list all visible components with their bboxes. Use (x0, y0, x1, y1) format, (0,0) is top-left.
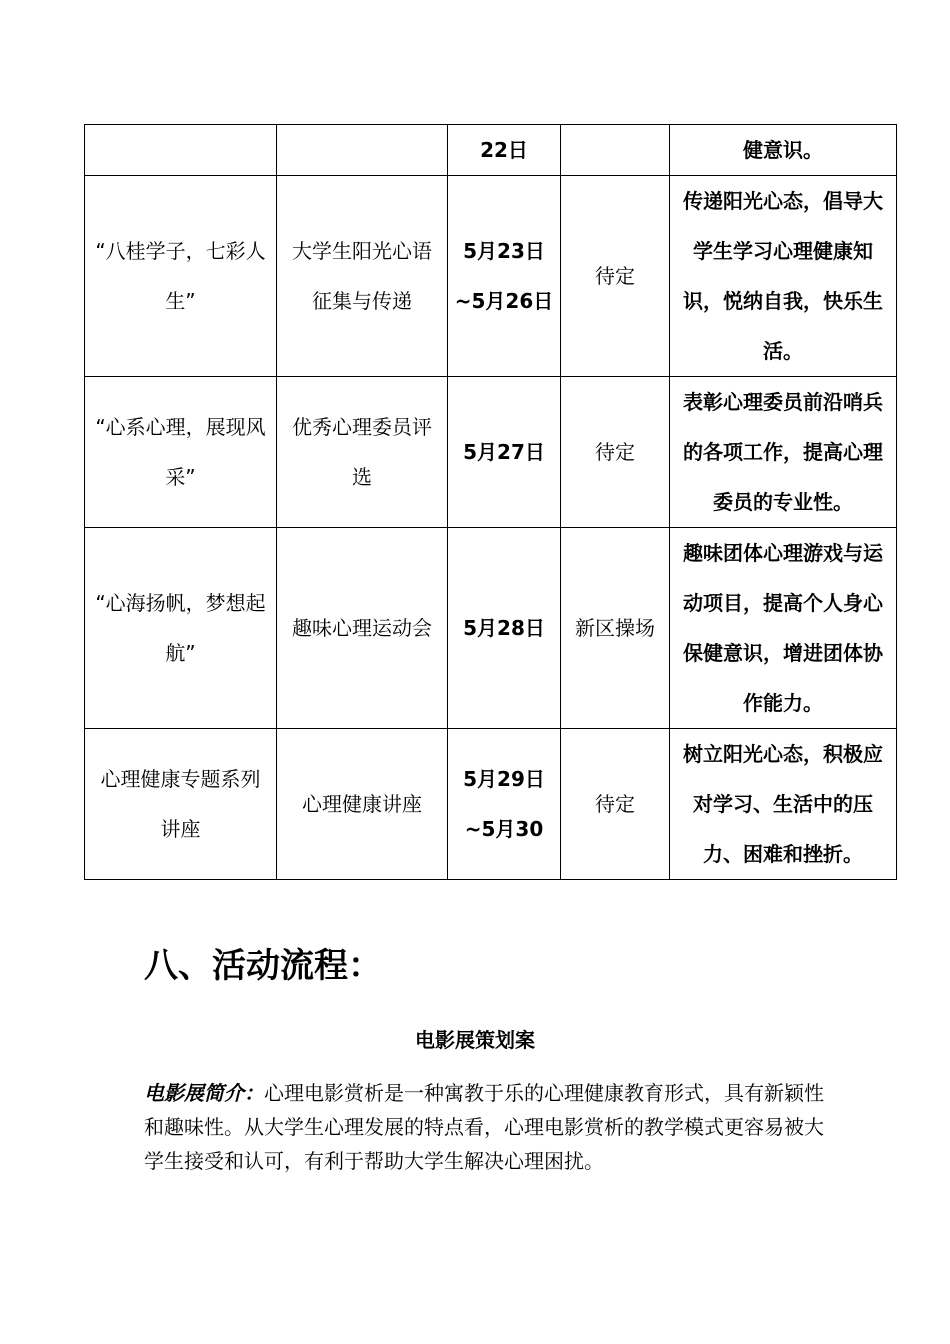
location-cell: 待定 (561, 176, 670, 377)
activity-schedule-table (84, 124, 897, 880)
activity-content-cell: 心理健康讲座 (277, 729, 448, 880)
purpose-cell: 趣味团体心理游戏与运动项目，提高个人身心保健意识，增进团体协作能力。 (670, 528, 897, 729)
table-row (85, 729, 897, 880)
activity-content-cell: 趣味心理运动会 (277, 528, 448, 729)
intro-text: 心理电影赏析是一种寓教于乐的心理健康教育形式，具有新颖性和趣味性。从大学生心理发展的特点看，心理电影赏析的教学模式更容易被大学生接受和认可，有利于帮助大学生解决心理困扰。 (144, 1081, 824, 1173)
purpose-cell: 表彰心理委员前沿哨兵的各项工作，提高心理委员的专业性。 (670, 377, 897, 528)
date-cell: 5月27日 (448, 377, 561, 528)
activity-name-cell: “八桂学子，七彩人生” (85, 176, 277, 377)
activity-content-cell: 优秀心理委员评选 (277, 377, 448, 528)
plan-subtitle: 电影展策划案 (415, 1028, 535, 1052)
location-cell: 新区操场 (561, 528, 670, 729)
activity-name-cell: “心系心理，展现风采” (85, 377, 277, 528)
intro-paragraph (144, 1076, 824, 1178)
activity-name-cell: “心海扬帆，梦想起航” (85, 528, 277, 729)
date-cell: 5月29日~5月30 (448, 729, 561, 880)
intro-label: 电影展简介： (144, 1081, 264, 1105)
purpose-cell: 健意识。 (670, 125, 897, 176)
location-cell (561, 125, 670, 176)
date-cell: 22日 (448, 125, 561, 176)
activity-name-cell (85, 125, 277, 176)
date-cell: 5月23日~5月26日 (448, 176, 561, 377)
purpose-cell: 传递阳光心态，倡导大学生学习心理健康知识，悦纳自我，快乐生活。 (670, 176, 897, 377)
activity-content-cell: 大学生阳光心语征集与传递 (277, 176, 448, 377)
table-row (85, 377, 897, 528)
purpose-cell: 树立阳光心态，积极应对学习、生活中的压力、困难和挫折。 (670, 729, 897, 880)
activity-name-cell: 心理健康专题系列讲座 (85, 729, 277, 880)
location-cell: 待定 (561, 729, 670, 880)
section-heading: 八、活动流程： (144, 946, 382, 986)
date-cell: 5月28日 (448, 528, 561, 729)
table-row (85, 125, 897, 176)
table-row (85, 176, 897, 377)
activity-content-cell (277, 125, 448, 176)
table-row (85, 528, 897, 729)
location-cell: 待定 (561, 377, 670, 528)
